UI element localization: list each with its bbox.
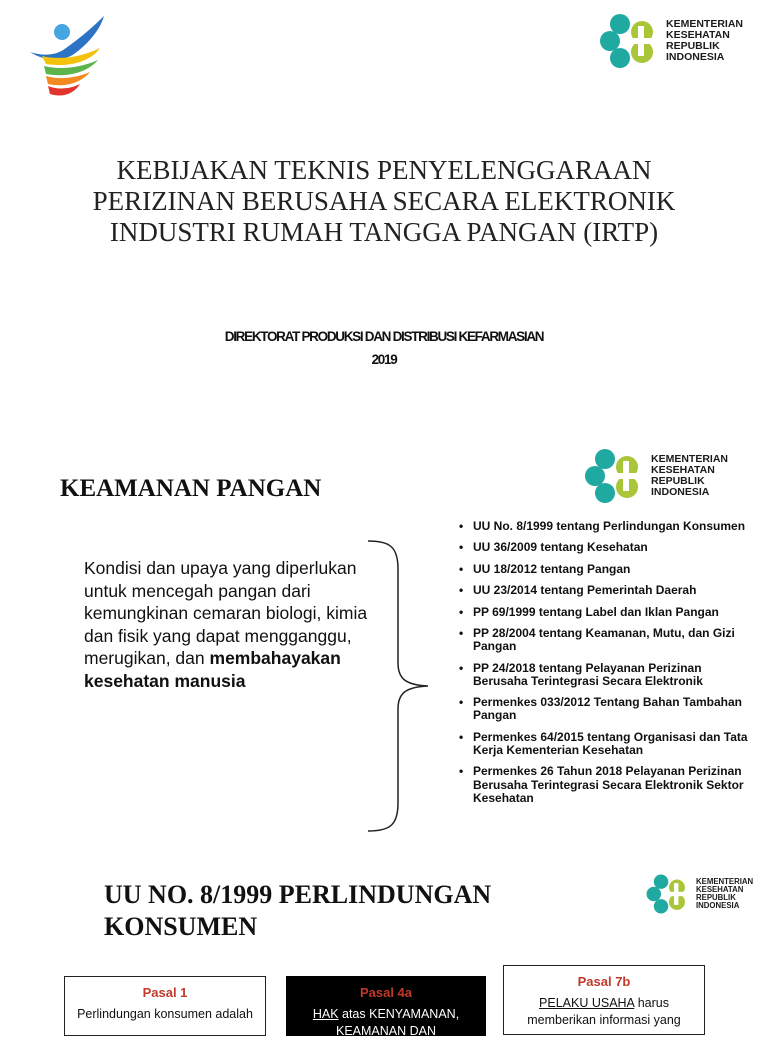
- pasal-heading: Pasal 1: [142, 985, 188, 1000]
- list-item: • Permenkes 64/2015 tentang Organisasi dan Tata Kerja Kementerian Kesehatan: [456, 731, 756, 757]
- pasal-body-keyword: HAK: [312, 1007, 339, 1021]
- list-item: • UU 23/2014 tentang Pemerintah Daerah: [456, 584, 756, 597]
- list-item: • PP 69/1999 tentang Label dan Iklan Pangan: [456, 606, 756, 619]
- kemenkes-line: INDONESIA: [696, 901, 740, 911]
- page-title: [30, 155, 738, 248]
- pasal-body: Perlindungan konsumen adalah: [77, 1007, 253, 1021]
- pasal-4a-box: [286, 976, 486, 1036]
- definition-text: [84, 557, 384, 692]
- list-item: • Permenkes 033/2012 Tentang Bahan Tambahan Pangan: [456, 696, 756, 722]
- curly-brace-icon: [362, 539, 432, 834]
- ministry-emblem-icon: [22, 12, 114, 104]
- regulation-list: [456, 520, 756, 813]
- subtitle: [0, 325, 768, 371]
- list-item: • UU No. 8/1999 tentang Perlindungan Konsumen: [456, 520, 756, 533]
- kemenkes-line: KESEHATAN: [696, 884, 744, 894]
- kemenkes-line: REPUBLIK: [696, 893, 736, 902]
- slide-keamanan-pangan: [0, 425, 768, 851]
- list-item: • UU 36/2009 tentang Kesehatan: [456, 541, 756, 554]
- pasal-body-text: atas KENYAMANAN,: [338, 1007, 460, 1021]
- kemenkes-wordmark: [666, 19, 743, 63]
- definition-emphasis: membahayakan kesehatan manusia: [84, 648, 341, 691]
- directorate-name: DIREKTORAT PRODUKSI DAN DISTRIBUSI KEFARMASIAN: [224, 329, 544, 344]
- list-item: • PP 28/2004 tentang Keamanan, Mutu, dan Gizi Pangan: [456, 627, 756, 653]
- kemenkes-line: KEMENTERIAN: [666, 18, 744, 31]
- title-line: UU NO. 8/1999 PERLINDUNGAN: [104, 880, 492, 909]
- pasal-body-text: memberikan informasi yang: [527, 1013, 681, 1027]
- pasal-body: [287, 1006, 485, 1040]
- kemenkes-logo-icon: [646, 873, 692, 915]
- kemenkes-logo: [585, 447, 728, 505]
- pasal-heading: Pasal 7b: [577, 974, 631, 989]
- pasal-body-text: harus: [634, 996, 669, 1010]
- year: 2019: [371, 352, 397, 367]
- title-line: INDUSTRI RUMAH TANGGA PANGAN (IRTP): [109, 217, 659, 247]
- kemenkes-line: KESEHATAN: [666, 29, 730, 42]
- pasal-body-text: KEAMANAN DAN: [335, 1024, 437, 1038]
- list-item: • PP 24/2018 tentang Pelayanan Perizinan Berusaha Terintegrasi Secara Elektronik: [456, 662, 756, 688]
- kemenkes-logo: [646, 873, 753, 915]
- pasal-7b-box: [503, 965, 705, 1035]
- kemenkes-line: KEMENTERIAN: [651, 453, 729, 466]
- section-title: [104, 879, 491, 943]
- pasal-heading: Pasal 4a: [359, 985, 413, 1000]
- title-line: KEBIJAKAN TEKNIS PENYELENGGARAAN: [116, 155, 652, 185]
- kemenkes-logo-icon: [600, 12, 662, 70]
- kemenkes-line: KEMENTERIAN: [696, 876, 754, 886]
- kemenkes-line: REPUBLIK: [666, 40, 720, 52]
- kemenkes-line: KESEHATAN: [651, 464, 715, 477]
- section-title: KEAMANAN PANGAN: [60, 475, 322, 502]
- title-line: PERIZINAN BERUSAHA SECARA ELEKTRONIK: [92, 186, 676, 216]
- title-line: KONSUMEN: [104, 912, 258, 941]
- list-item: • Permenkes 26 Tahun 2018 Pelayanan Perizinan Berusaha Terintegrasi Secara Elektronik Sektor Kesehatan: [456, 765, 756, 805]
- pasal-1-box: [64, 976, 266, 1036]
- kemenkes-line: INDONESIA: [651, 485, 710, 498]
- kemenkes-line: REPUBLIK: [651, 475, 705, 487]
- kemenkes-logo: [600, 12, 743, 70]
- pasal-body: [504, 995, 704, 1029]
- slide-title: [0, 0, 768, 425]
- definition-plain: Kondisi dan upaya yang diperlukan untuk mencegah pangan dari kemungkinan cemaran biologi, kimia dan fisik yang dapat mengganggu, merugikan, dan: [84, 558, 368, 668]
- kemenkes-wordmark: [696, 878, 753, 910]
- kemenkes-line: INDONESIA: [666, 50, 725, 63]
- slide-uu-perlindungan-konsumen: [0, 851, 768, 1038]
- kemenkes-wordmark: [651, 454, 728, 498]
- pasal-body-keyword: PELAKU USAHA: [539, 996, 635, 1010]
- list-item: • UU 18/2012 tentang Pangan: [456, 563, 756, 576]
- kemenkes-logo-icon: [585, 447, 647, 505]
